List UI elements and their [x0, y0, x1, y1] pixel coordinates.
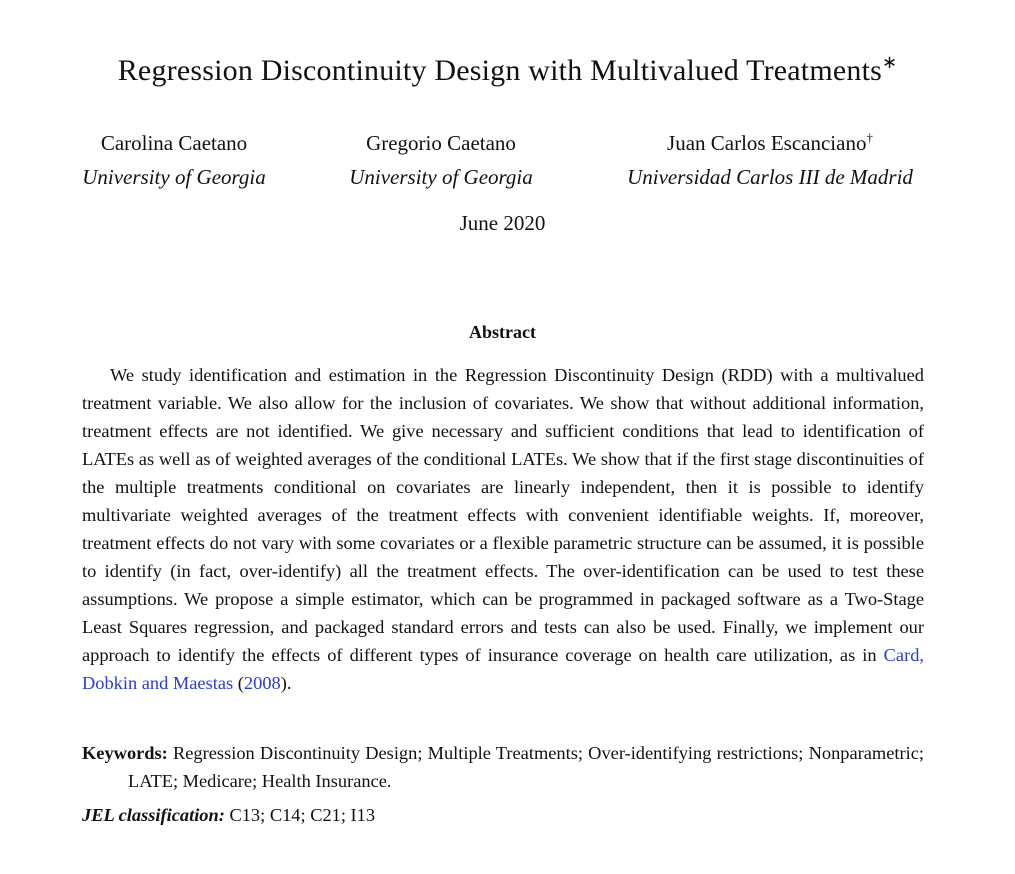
author-affiliation: University of Georgia [82, 165, 266, 189]
author-name: Gregorio Caetano [366, 131, 516, 155]
author-name: Carolina Caetano [100, 131, 248, 155]
jel-block [82, 801, 924, 829]
abstract-text: We study identification and estimation in the Regression Discontinuity Design (RDD) with a multivalued treatment variable. We also allow for the inclusion of covariates. We show that without additional information, treatment effects are not identified. We give necessary and sufficient conditions that lead to identification of LATEs as well as of weighted averages of the conditional LATEs. We show that if the first stage discontinuities of the multiple treatments conditional on covariates are linearly independent, then it is possible to identify multivariate weighted averages of the treatment effects with convenient identifiable weights. If, moreover, treatment effects do not vary with some covariates or a flexible parametric structure can be assumed, it is possible to identify (in fact, over-identify) all the treatment effects. The over-identification can be used to test these assumptions. We propose a simple estimator, which can be programmed in packaged software as a Two-Stage Least Squares regression, and packaged standard errors and tests can also be used. Finally, we implement our approach to identify the effects of different types of insurance coverage on health care utilization, as in [82, 365, 924, 665]
author-block [323, 128, 559, 192]
citation-year-link[interactable]: 2008 [243, 673, 281, 693]
author-name: Juan Carlos Escanciano† [667, 130, 873, 155]
author-block [592, 128, 948, 192]
abstract-heading: Abstract [469, 322, 536, 342]
jel-label: JEL classification: [82, 805, 225, 825]
jel-text: C13; C14; C21; I13 [229, 805, 376, 825]
citation-open: ( [233, 673, 244, 693]
paper-title-text: Regression Discontinuity Design with Multivalued Treatments [117, 54, 882, 87]
keywords-text: Regression Discontinuity Design; Multiple Treatments; Over-identifying restrictions; Nonparametric; LATE; Medicare; Health Insurance. [128, 743, 924, 791]
citation-authors-link[interactable]: Card, Dobkin and Maestas [82, 645, 924, 693]
author-footnote-mark[interactable]: † [866, 130, 873, 145]
title-footnote-mark[interactable]: ∗ [881, 52, 898, 72]
abstract-body [82, 361, 924, 697]
keywords-block [82, 739, 924, 795]
paper-date: June 2020 [459, 211, 546, 235]
author-block [58, 128, 290, 192]
keywords-label: Keywords: [82, 743, 168, 763]
citation-close: ). [280, 673, 292, 693]
author-affiliation: Universidad Carlos III de Madrid [627, 165, 913, 189]
paper-title [0, 54, 1015, 88]
author-affiliation: University of Georgia [349, 165, 533, 189]
